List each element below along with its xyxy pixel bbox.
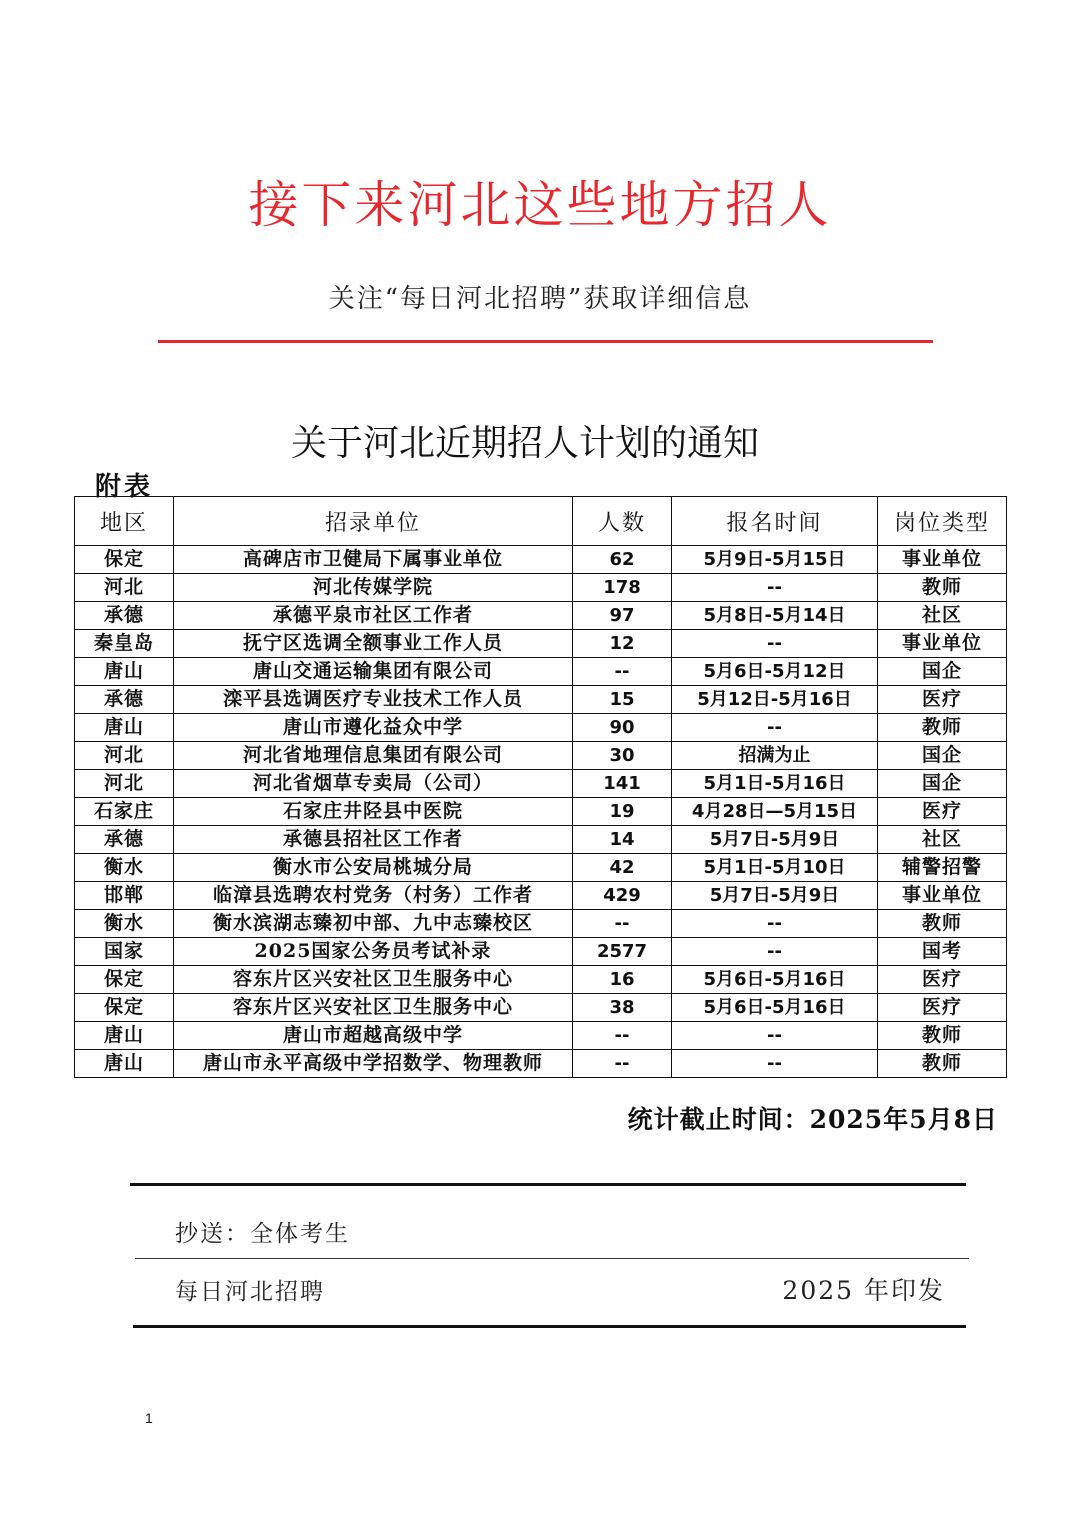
cell-registration-period: -- bbox=[672, 938, 878, 966]
cell-registration-period: 5月8日-5月14日 bbox=[672, 602, 878, 630]
cell-employer: 2025国家公务员考试补录 bbox=[174, 938, 573, 966]
cell-registration-period: 招满为止 bbox=[672, 742, 878, 770]
cell-headcount: 62 bbox=[573, 546, 672, 574]
table-row bbox=[75, 770, 1007, 798]
cell-region: 秦皇岛 bbox=[75, 630, 174, 658]
cell-region: 衡水 bbox=[75, 910, 174, 938]
cell-position-type: 医疗 bbox=[878, 798, 1007, 826]
cell-region: 承德 bbox=[75, 686, 174, 714]
cell-headcount: 14 bbox=[573, 826, 672, 854]
header-region: 地区 bbox=[75, 497, 174, 546]
cell-employer: 承德县招社区工作者 bbox=[174, 826, 573, 854]
cell-employer: 河北传媒学院 bbox=[174, 574, 573, 602]
cell-registration-period: 5月1日-5月10日 bbox=[672, 854, 878, 882]
cell-employer: 高碑店市卫健局下属事业单位 bbox=[174, 546, 573, 574]
cell-employer: 衡水滨湖志臻初中部、九中志臻校区 bbox=[174, 910, 573, 938]
cell-employer: 承德平泉市社区工作者 bbox=[174, 602, 573, 630]
cell-headcount: 90 bbox=[573, 714, 672, 742]
cell-headcount: -- bbox=[573, 1022, 672, 1050]
cell-headcount: 30 bbox=[573, 742, 672, 770]
cell-position-type: 国企 bbox=[878, 770, 1007, 798]
statistics-deadline: 统计截止时间：2025年5月8日 bbox=[627, 1105, 998, 1134]
cell-headcount: -- bbox=[573, 910, 672, 938]
table-row bbox=[75, 1050, 1007, 1078]
cell-region: 衡水 bbox=[75, 854, 174, 882]
cell-registration-period: 5月6日-5月16日 bbox=[672, 966, 878, 994]
header-registration-period: 报名时间 bbox=[672, 497, 878, 546]
cell-registration-period: 5月7日-5月9日 bbox=[672, 882, 878, 910]
cell-employer: 抚宁区选调全额事业工作人员 bbox=[174, 630, 573, 658]
cell-region: 邯郸 bbox=[75, 882, 174, 910]
table-row bbox=[75, 686, 1007, 714]
cell-registration-period: 5月12日-5月16日 bbox=[672, 686, 878, 714]
cell-employer: 唐山市遵化益众中学 bbox=[174, 714, 573, 742]
table-row bbox=[75, 602, 1007, 630]
cell-region: 保定 bbox=[75, 994, 174, 1022]
table-row bbox=[75, 798, 1007, 826]
cell-registration-period: -- bbox=[672, 1050, 878, 1078]
cell-headcount: 2577 bbox=[573, 938, 672, 966]
footer-divider-bottom bbox=[133, 1325, 966, 1328]
cell-position-type: 事业单位 bbox=[878, 630, 1007, 658]
header-headcount: 人数 bbox=[573, 497, 672, 546]
cell-employer: 唐山市永平高级中学招数学、物理教师 bbox=[174, 1050, 573, 1078]
cell-region: 河北 bbox=[75, 742, 174, 770]
cell-region: 保定 bbox=[75, 966, 174, 994]
cell-employer: 石家庄井陉县中医院 bbox=[174, 798, 573, 826]
cell-region: 承德 bbox=[75, 826, 174, 854]
cell-region: 国家 bbox=[75, 938, 174, 966]
cell-registration-period: 5月6日-5月16日 bbox=[672, 994, 878, 1022]
table-row bbox=[75, 1022, 1007, 1050]
table-row bbox=[75, 938, 1007, 966]
table-header-row bbox=[75, 497, 1007, 546]
cell-employer: 容东片区兴安社区卫生服务中心 bbox=[174, 994, 573, 1022]
cell-position-type: 事业单位 bbox=[878, 882, 1007, 910]
cell-region: 河北 bbox=[75, 574, 174, 602]
cell-employer: 衡水市公安局桃城分局 bbox=[174, 854, 573, 882]
cell-registration-period: -- bbox=[672, 574, 878, 602]
cell-position-type: 辅警招警 bbox=[878, 854, 1007, 882]
table-row bbox=[75, 966, 1007, 994]
table-row bbox=[75, 826, 1007, 854]
table-row bbox=[75, 910, 1007, 938]
cell-region: 承德 bbox=[75, 602, 174, 630]
table-row bbox=[75, 994, 1007, 1022]
footer-divider-top bbox=[130, 1183, 966, 1186]
cell-employer: 唐山市超越高级中学 bbox=[174, 1022, 573, 1050]
cell-region: 石家庄 bbox=[75, 798, 174, 826]
cell-registration-period: -- bbox=[672, 910, 878, 938]
cell-headcount: 42 bbox=[573, 854, 672, 882]
table-body bbox=[75, 546, 1007, 1078]
cell-employer: 唐山交通运输集团有限公司 bbox=[174, 658, 573, 686]
table-row bbox=[75, 546, 1007, 574]
table-row bbox=[75, 882, 1007, 910]
cell-position-type: 教师 bbox=[878, 910, 1007, 938]
cell-headcount: -- bbox=[573, 1050, 672, 1078]
cell-employer: 临漳县选聘农村党务（村务）工作者 bbox=[174, 882, 573, 910]
page-number: 1 bbox=[145, 1410, 153, 1426]
notice-title: 关于河北近期招人计划的通知 bbox=[290, 423, 759, 464]
cell-region: 唐山 bbox=[75, 658, 174, 686]
cell-registration-period: 5月6日-5月12日 bbox=[672, 658, 878, 686]
cell-position-type: 教师 bbox=[878, 574, 1007, 602]
header-position-type: 岗位类型 bbox=[878, 497, 1007, 546]
issue-year: 2025 年印发 bbox=[782, 1276, 945, 1305]
cell-employer: 滦平县选调医疗专业技术工作人员 bbox=[174, 686, 573, 714]
red-divider bbox=[158, 340, 933, 343]
cell-region: 保定 bbox=[75, 546, 174, 574]
cell-position-type: 医疗 bbox=[878, 686, 1007, 714]
cc-recipients: 抄送：全体考生 bbox=[175, 1221, 350, 1247]
cell-region: 唐山 bbox=[75, 1050, 174, 1078]
cell-registration-period: 5月1日-5月16日 bbox=[672, 770, 878, 798]
table-row bbox=[75, 742, 1007, 770]
cell-position-type: 事业单位 bbox=[878, 546, 1007, 574]
table-row bbox=[75, 714, 1007, 742]
subtitle: 关注“每日河北招聘”获取详细信息 bbox=[328, 284, 752, 314]
cell-employer: 河北省地理信息集团有限公司 bbox=[174, 742, 573, 770]
cell-headcount: 141 bbox=[573, 770, 672, 798]
footer-divider-middle bbox=[135, 1258, 969, 1259]
cell-headcount: -- bbox=[573, 658, 672, 686]
cell-headcount: 19 bbox=[573, 798, 672, 826]
cell-registration-period: -- bbox=[672, 1022, 878, 1050]
cell-position-type: 医疗 bbox=[878, 966, 1007, 994]
recruitment-table bbox=[74, 496, 1007, 1078]
publisher: 每日河北招聘 bbox=[175, 1279, 325, 1305]
banner-title: 接下来河北这些地方招人 bbox=[248, 176, 832, 234]
cell-region: 河北 bbox=[75, 770, 174, 798]
cell-employer: 容东片区兴安社区卫生服务中心 bbox=[174, 966, 573, 994]
cell-employer: 河北省烟草专卖局（公司） bbox=[174, 770, 573, 798]
cell-headcount: 12 bbox=[573, 630, 672, 658]
cell-position-type: 教师 bbox=[878, 1022, 1007, 1050]
cell-position-type: 教师 bbox=[878, 714, 1007, 742]
cell-registration-period: 5月7日-5月9日 bbox=[672, 826, 878, 854]
annex-label: 附表 bbox=[95, 472, 154, 502]
cell-headcount: 97 bbox=[573, 602, 672, 630]
cell-headcount: 38 bbox=[573, 994, 672, 1022]
cell-headcount: 16 bbox=[573, 966, 672, 994]
cell-region: 唐山 bbox=[75, 1022, 174, 1050]
cell-position-type: 国考 bbox=[878, 938, 1007, 966]
cell-position-type: 教师 bbox=[878, 1050, 1007, 1078]
cell-position-type: 社区 bbox=[878, 826, 1007, 854]
cell-position-type: 国企 bbox=[878, 742, 1007, 770]
cell-position-type: 医疗 bbox=[878, 994, 1007, 1022]
cell-position-type: 社区 bbox=[878, 602, 1007, 630]
cell-headcount: 429 bbox=[573, 882, 672, 910]
cell-registration-period: 4月28日—5月15日 bbox=[672, 798, 878, 826]
cell-registration-period: -- bbox=[672, 714, 878, 742]
table-row bbox=[75, 630, 1007, 658]
header-employer: 招录单位 bbox=[174, 497, 573, 546]
table-row bbox=[75, 574, 1007, 602]
cell-headcount: 15 bbox=[573, 686, 672, 714]
table-row bbox=[75, 658, 1007, 686]
cell-registration-period: 5月9日-5月15日 bbox=[672, 546, 878, 574]
cell-headcount: 178 bbox=[573, 574, 672, 602]
cell-position-type: 国企 bbox=[878, 658, 1007, 686]
table-row bbox=[75, 854, 1007, 882]
cell-registration-period: -- bbox=[672, 630, 878, 658]
cell-region: 唐山 bbox=[75, 714, 174, 742]
